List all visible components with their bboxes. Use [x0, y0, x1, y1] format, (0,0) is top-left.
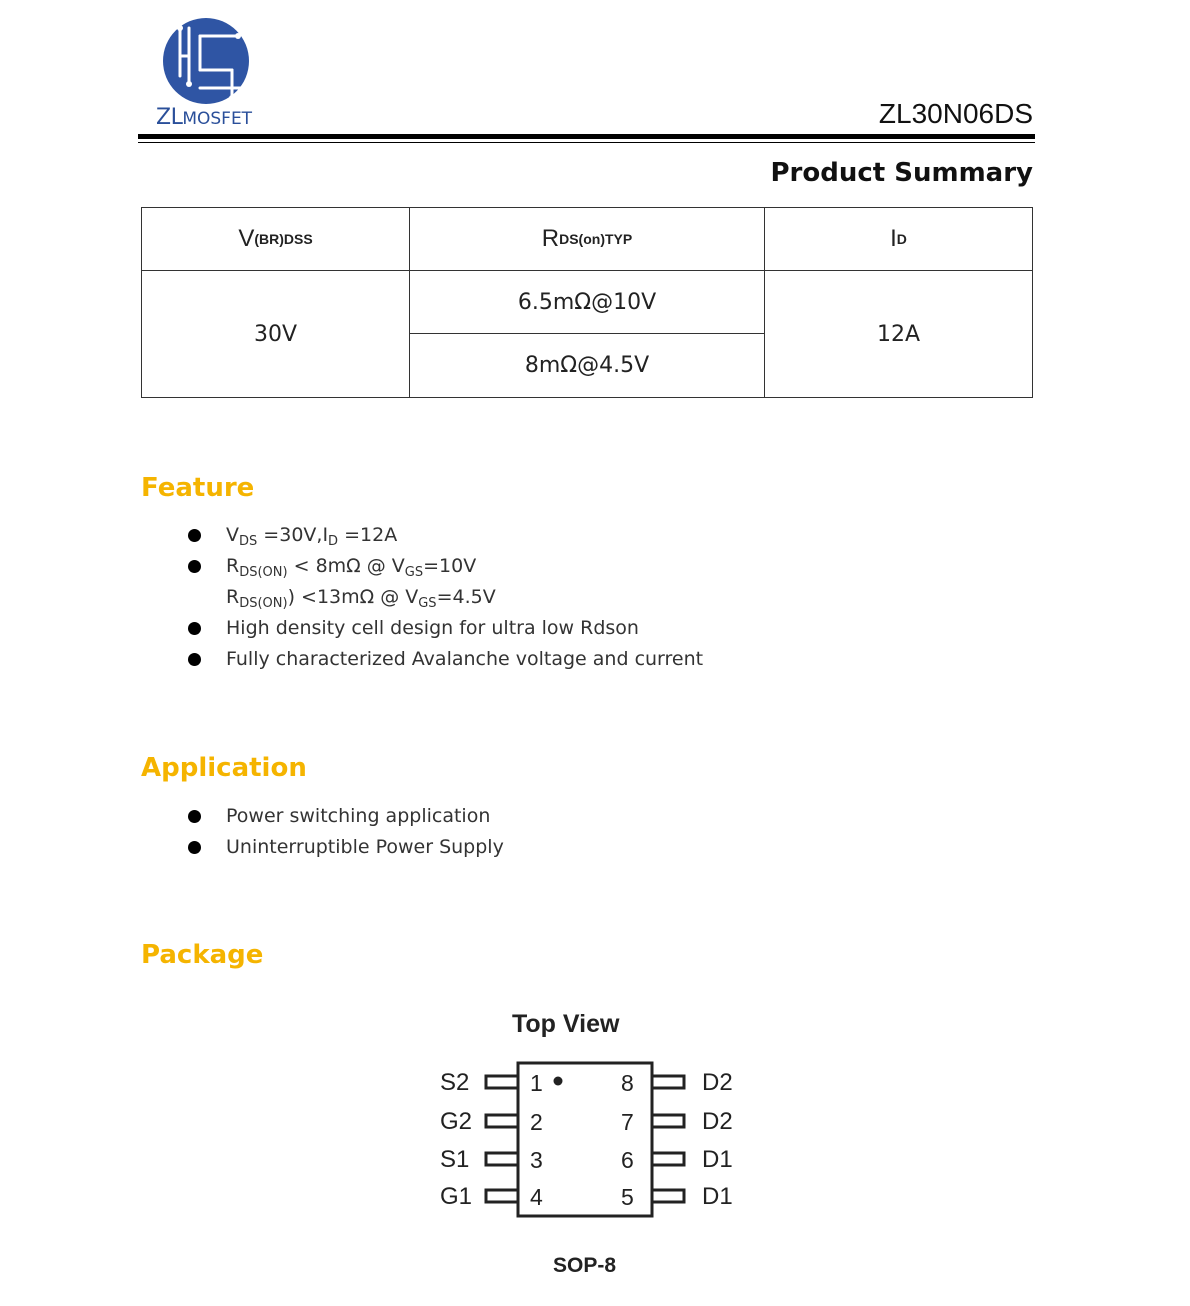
header-rdson: [410, 208, 764, 270]
left-pin-number: 1: [530, 1070, 543, 1096]
left-pin-label: S1: [440, 1146, 470, 1173]
left-pin-lead: [486, 1190, 518, 1202]
application-text: Uninterruptible Power Supply: [226, 836, 504, 858]
bullet-icon: [188, 841, 201, 854]
feature-text: R: [226, 555, 240, 577]
left-pin-number: 4: [530, 1184, 543, 1210]
right-pin-number: 6: [621, 1147, 634, 1173]
left-pin-label: S2: [440, 1069, 470, 1096]
application-list: [185, 801, 504, 863]
feature-text: V: [226, 524, 239, 546]
pin1-marker-dot: [554, 1077, 563, 1086]
bullet-icon: [188, 560, 201, 573]
logo-wordmark: [156, 105, 252, 130]
right-pin-label: D1: [702, 1183, 733, 1210]
bullet-icon: [188, 653, 201, 666]
left-pin-lead: [486, 1153, 518, 1165]
feature-subscript: DS(ON): [239, 565, 288, 580]
left-pin-lead: [486, 1115, 518, 1127]
left-pin-number: 3: [530, 1147, 543, 1173]
header-id: [765, 208, 1032, 270]
feature-item: [185, 551, 703, 582]
header-rule-thick: [138, 134, 1035, 139]
cell-rdson-10v: 6.5mΩ@10V: [517, 289, 657, 315]
feature-text: =4.5V: [436, 586, 496, 608]
right-pin-lead: [652, 1076, 684, 1088]
right-pin-label: D2: [702, 1108, 733, 1135]
bullet-icon: [188, 810, 201, 823]
feature-subscript: DS(ON): [239, 596, 288, 611]
right-pin-lead: [652, 1190, 684, 1202]
feature-subscript: GS: [404, 565, 424, 580]
left-pin-label: G2: [440, 1108, 473, 1135]
right-pin-label: D1: [702, 1146, 733, 1173]
feature-subscript: D: [328, 534, 339, 549]
header-rdson-sub: DS(on)TYP: [559, 231, 633, 247]
application-title: Application: [141, 753, 307, 783]
bullet-icon: [188, 529, 201, 542]
right-pin-lead: [652, 1153, 684, 1165]
feature-item: [185, 613, 703, 644]
feature-subscript: GS: [418, 596, 437, 611]
feature-text: =30V,I: [257, 524, 329, 546]
right-pin-label: D2: [702, 1069, 733, 1096]
logo-text-small: MOSFET: [182, 109, 253, 129]
header-vbrdss-main: V: [238, 225, 255, 252]
feature-text: High density cell design for ultra low Rdson: [226, 617, 639, 639]
feature-text: R: [226, 586, 240, 608]
feature-text: =12A: [338, 524, 398, 546]
feature-text: ) <13mΩ @ V: [287, 586, 419, 608]
header-vbrdss: [142, 208, 409, 270]
feature-item: [185, 644, 703, 675]
cell-id-value: 12A: [876, 321, 921, 347]
part-number: ZL30N06DS: [878, 98, 1033, 129]
cell-vbrdss-value: 30V: [253, 321, 298, 347]
product-summary-title: Product Summary: [770, 158, 1033, 188]
header-rule-thin: [138, 142, 1035, 143]
feature-text: < 8mΩ @ V: [287, 555, 405, 577]
feature-subscript: DS: [239, 534, 258, 549]
package-view-title: Top View: [512, 1010, 620, 1038]
left-pin-lead: [486, 1076, 518, 1088]
sop8-pinout-diagram: [430, 1055, 750, 1225]
feature-item: [185, 582, 703, 613]
application-item: [185, 801, 504, 832]
feature-text: Fully characterized Avalanche voltage and current: [226, 648, 704, 670]
header-id-main: I: [890, 225, 897, 252]
right-pin-number: 8: [621, 1070, 634, 1096]
feature-title: Feature: [141, 473, 255, 503]
header-vbrdss-sub: (BR)DSS: [254, 231, 313, 247]
application-text: Power switching application: [226, 805, 491, 827]
left-pin-label: G1: [440, 1183, 473, 1210]
feature-item: [185, 520, 703, 551]
right-pin-lead: [652, 1115, 684, 1127]
left-pin-number: 2: [530, 1109, 543, 1135]
right-pin-number: 7: [621, 1109, 634, 1135]
package-caption: SOP-8: [553, 1254, 617, 1277]
header-rdson-main: R: [541, 225, 560, 252]
feature-text: =10V: [423, 555, 477, 577]
package-title: Package: [141, 940, 264, 970]
logo-text-big: ZL: [156, 105, 183, 130]
product-summary-table: [141, 207, 1033, 398]
bullet-icon: [188, 622, 201, 635]
cell-rdson-4v5: 8mΩ@4.5V: [524, 353, 650, 378]
header-id-sub: D: [896, 231, 907, 247]
application-item: [185, 832, 504, 863]
feature-list: [185, 520, 703, 675]
right-pin-number: 5: [621, 1184, 634, 1210]
